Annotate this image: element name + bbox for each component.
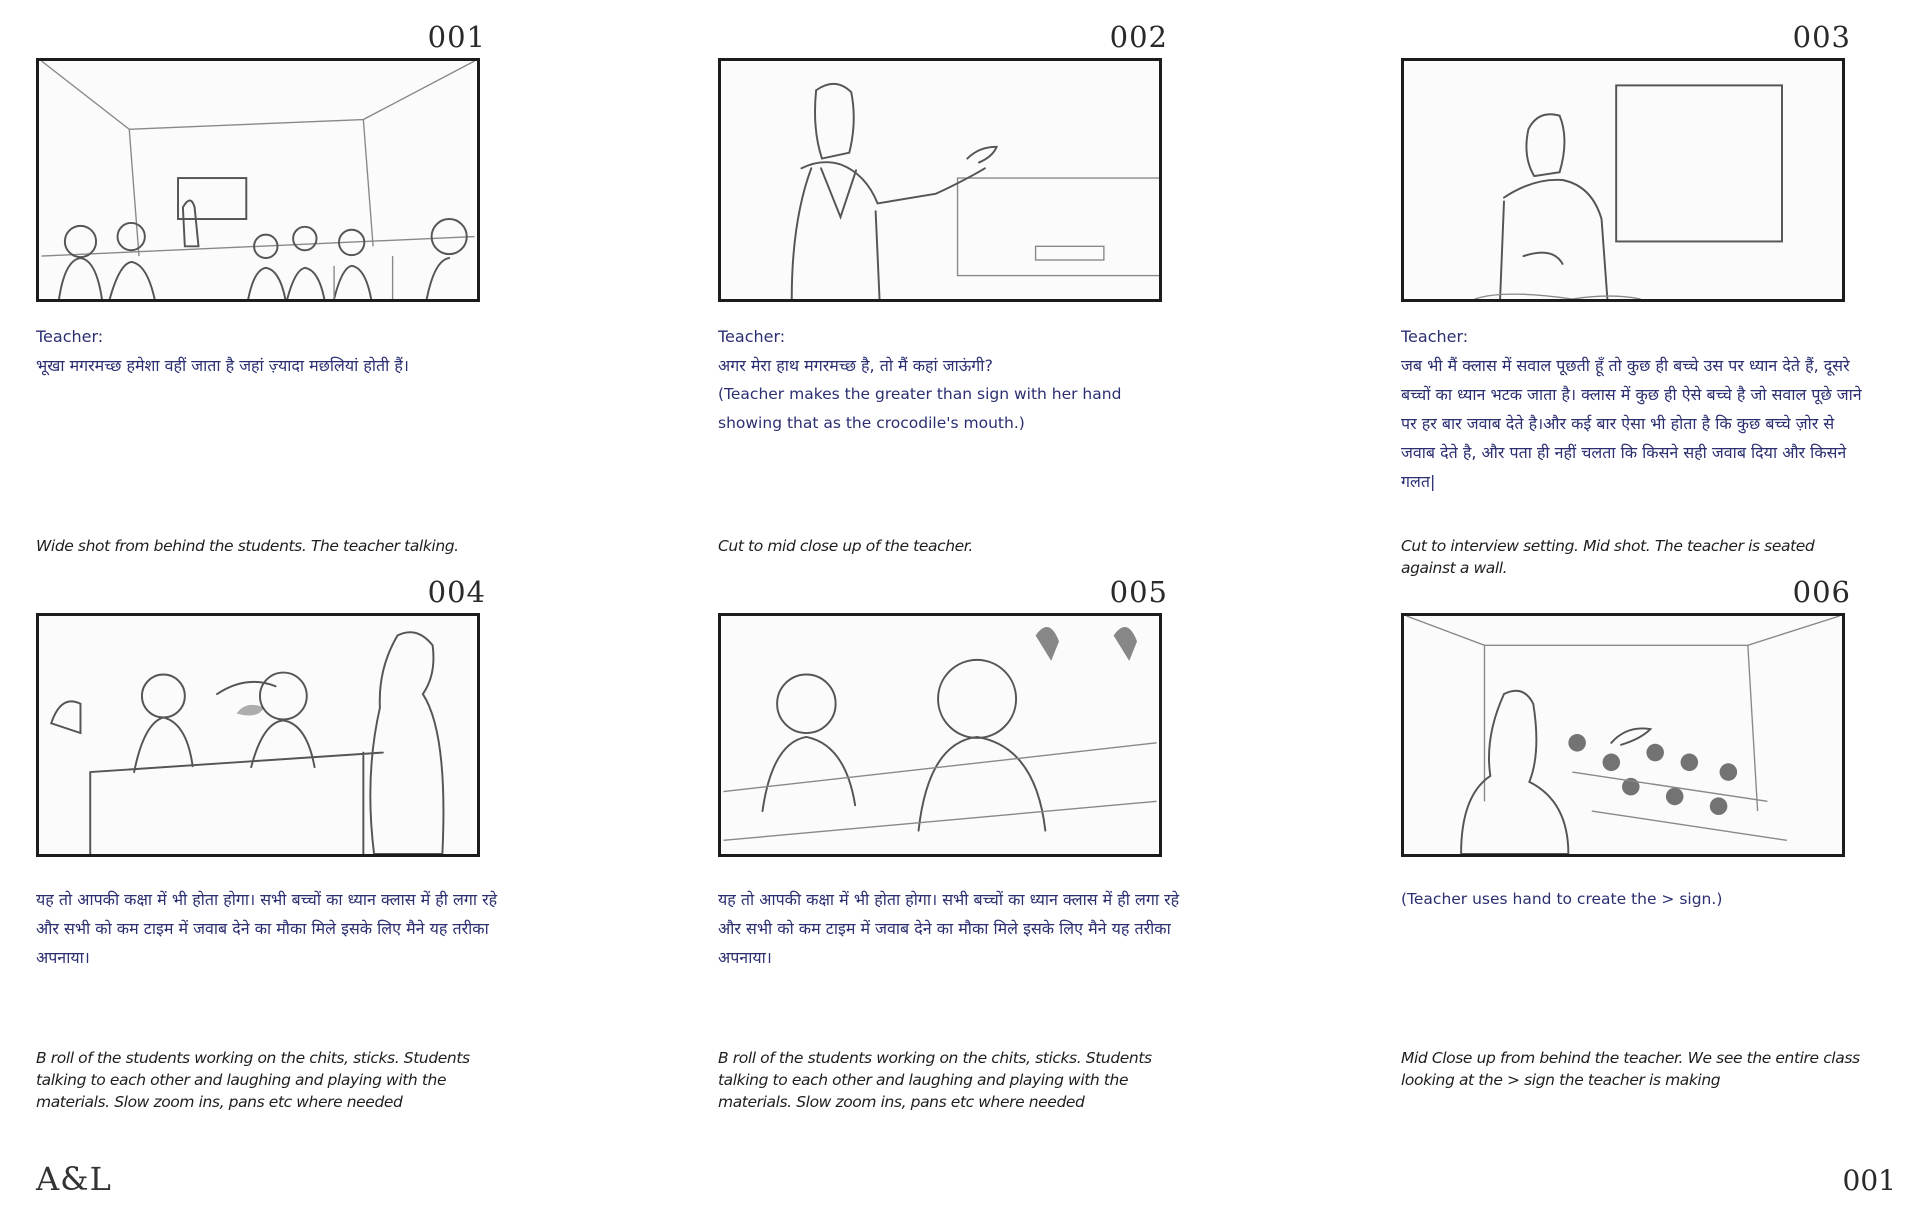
action-note: (Teacher makes the greater than sign with her hand showing that as the crocodile's mouth.) — [718, 385, 1122, 432]
sketch-frame — [36, 613, 480, 857]
classroom-wide-sketch — [39, 61, 477, 299]
teacher-midcloseup-sketch — [721, 61, 1159, 299]
shot-description: Mid Close up from behind the teacher. We see the entire class looking at the > sign the teacher is making — [1401, 1049, 1860, 1089]
sketch-frame — [718, 58, 1162, 302]
sketch-frame — [718, 613, 1162, 857]
dialogue-hindi: भूखा मगरमच्छ हमेशा वहीं जाता है जहां ज़्यादा मछलियां होती हैं। — [36, 356, 409, 375]
panel-number: 006 — [1792, 575, 1851, 609]
dialogue-hindi: यह तो आपकी कक्षा में भी होता होगा। सभी बच्चों का ध्यान क्लास में ही लगा रहे और सभी को कम टाइम में जवाब देने का मौका मिले इसके लिए मैने यह तरीका अपनाया। — [36, 890, 498, 967]
class-from-behind-teacher-sketch — [1404, 616, 1842, 854]
page-number: 001 — [1842, 1164, 1896, 1197]
panel-number: 004 — [427, 575, 486, 609]
dialogue-hindi: अगर मेरा हाथ मगरमच्छ है, तो मैं कहां जाऊंगी? — [718, 356, 993, 375]
sketch-frame — [36, 58, 480, 302]
panel-text — [1401, 885, 1871, 914]
panel-number: 003 — [1792, 20, 1851, 54]
shot-description: Wide shot from behind the students. The teacher talking. — [36, 537, 459, 555]
brand-logo: A&L — [36, 1160, 112, 1198]
panel-text — [718, 885, 1188, 972]
teacher-interview-sketch — [1404, 61, 1842, 299]
students-working-closeup-sketch — [721, 616, 1159, 854]
action-note: (Teacher uses hand to create the > sign.) — [1401, 890, 1723, 908]
speaker-label: Teacher: — [36, 327, 104, 346]
panel-number: 002 — [1109, 20, 1168, 54]
students-broll-sketch — [39, 616, 477, 854]
shot-description: B roll of the students working on the chits, sticks. Students talking to each other and laughing and playing with the materials. Slow zoom ins, pans etc where needed — [718, 1049, 1152, 1111]
panel-text — [1401, 326, 1871, 496]
shot-description: Cut to interview setting. Mid shot. The teacher is seated against a wall. — [1401, 537, 1815, 577]
dialogue-hindi: यह तो आपकी कक्षा में भी होता होगा। सभी बच्चों का ध्यान क्लास में ही लगा रहे और सभी को कम टाइम में जवाब देने का मौका मिले इसके लिए मैने यह तरीका अपनाया। — [718, 890, 1180, 967]
sketch-frame — [1401, 613, 1845, 857]
dialogue-hindi: जब भी मैं क्लास में सवाल पूछती हूँ तो कुछ ही बच्चे उस पर ध्यान देते हैं, दूसरे बच्चों का ध्यान भटक जाता है। क्लास में कुछ ही ऐसे बच्चे है जो सवाल पूछे जाने पर हर बार जवाब देते है।और कई बार ऐसा भी होता है कि कुछ बच्चे ज़ोर से जवाब देते है, और पता ही नहीं चलता कि किसने सही जवाब दिया और किसने गलत| — [1401, 356, 1862, 491]
panel-text — [36, 885, 506, 972]
panel-text — [36, 326, 506, 380]
speaker-label: Teacher: — [718, 327, 786, 346]
panel-number: 005 — [1109, 575, 1168, 609]
panel-number: 001 — [427, 20, 486, 54]
sketch-frame — [1401, 58, 1845, 302]
shot-description: Cut to mid close up of the teacher. — [718, 537, 973, 555]
shot-description: B roll of the students working on the chits, sticks. Students talking to each other and laughing and playing with the materials. Slow zoom ins, pans etc where needed — [36, 1049, 470, 1111]
speaker-label: Teacher: — [1401, 327, 1469, 346]
panel-text — [718, 326, 1188, 438]
